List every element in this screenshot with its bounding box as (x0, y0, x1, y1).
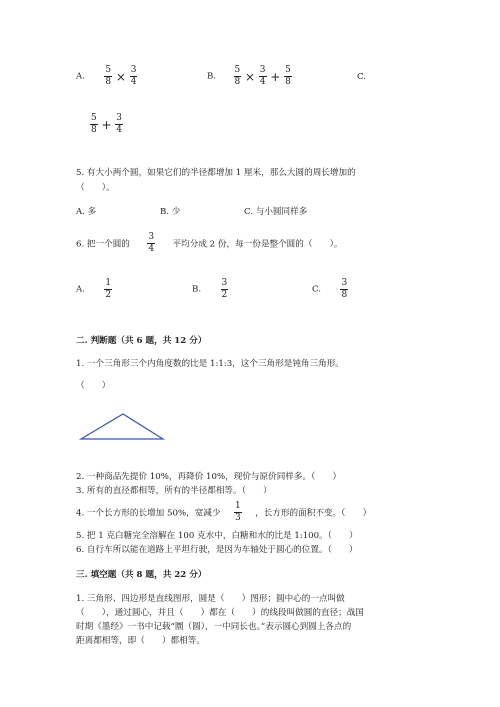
fraction: $\frac{3}{4}$ (116, 113, 122, 135)
fraction: $\frac{5}{8}$ (105, 65, 112, 87)
judge-q1: 1. 一个三角形三个内角度数的比是 1:1:3，这个三角形是钝角三角形。 (76, 359, 344, 369)
judge-q4-prefix: 4. 一个长方形的长增加 50%，宽减少 (76, 508, 221, 519)
q6-option-a (76, 279, 112, 300)
fraction: $\frac{5}{8}$ (91, 113, 97, 135)
operator: + (101, 117, 112, 132)
q5-option-c: C. 与小圆同样多 (244, 207, 308, 217)
q5-option-a: A. 多 (76, 207, 97, 217)
q4-option-c-label: C. (357, 72, 367, 82)
fraction: $\frac{1}{3}$ (234, 501, 241, 523)
judge-q3: 3. 所有的直径都相等，所有的半径都相等。（ ） (76, 486, 272, 496)
obtuse-triangle (81, 414, 163, 439)
fraction: $\frac{1}{2}$ (105, 278, 112, 300)
section3-title: 三. 填空题（共 8 题，共 22 分） (76, 570, 207, 580)
fraction: $\frac{3}{4}$ (148, 232, 155, 254)
judge-q4 (76, 502, 371, 523)
q5-question-line2: （ ）。 (76, 183, 115, 193)
judge-q5: 5. 把 1 克白糖完全溶解在 100 克水中，白糖和水的比是 1:100。（ ） (76, 531, 358, 541)
judge-q6: 6. 自行车所以能在道路上平坦行驶，是因为车轴处于圆心的位置。（ ） (76, 545, 358, 555)
fraction: $\frac{3}{2}$ (221, 278, 228, 300)
fraction: $\frac{5}{8}$ (285, 65, 291, 87)
fill-q1-line2: （ ），通过圆心，并且（ ）都在（ ）的线段叫做圆的直径；战国 (76, 608, 364, 618)
q5-question-line1: 5. 有大小两个圆，如果它们的半径都增加 1 厘米，那么大圆的周长增加的 (76, 168, 356, 178)
fraction: $\frac{3}{4}$ (259, 65, 266, 87)
judge-q4-suffix: ，长方形的面积不变。（ ） (255, 508, 372, 519)
judge-q1-blank: （ ） (76, 381, 111, 391)
operator: × (115, 69, 126, 84)
q6-prefix: 6. 把一个圆的 (76, 239, 130, 250)
q4-option-c (90, 114, 123, 135)
fraction: $\frac{5}{8}$ (234, 65, 241, 87)
fraction: $\frac{3}{8}$ (341, 278, 348, 300)
fraction: $\frac{3}{4}$ (130, 65, 137, 87)
section2-title: 二. 判断题（共 6 题，共 12 分） (76, 336, 207, 346)
operator: + (270, 69, 281, 84)
triangle-figure (78, 410, 168, 442)
fill-q1-line1: 1. 三角形、四边形是直线图形，圆是（ ）图形；圆中心的一点叫做 (76, 594, 345, 604)
q5-option-b: B. 少 (160, 207, 181, 217)
q6-option-c (312, 279, 348, 300)
option-label: B. (192, 284, 202, 295)
q6-suffix: 平均分成 2 份，每一份是整个圆的（ ）。 (172, 239, 343, 250)
q6-question (76, 233, 343, 254)
judge-q2: 2. 一种商品先提价 10%，再降价 10%，现价与原价同样多。（ ） (76, 472, 342, 482)
option-label: C. (312, 284, 322, 295)
q4-option-b (207, 66, 292, 87)
operator: × (245, 69, 256, 84)
fill-q1-line4: 距离都相等，即（ ）都相等。 (76, 636, 205, 646)
q6-option-b (192, 279, 228, 300)
option-label: A. (76, 71, 85, 82)
option-label: A. (76, 284, 85, 295)
fill-q1-line3: 时期《墨经》一书中记载“圜（圆），一中同长也。”表示圆心到圆上各点的 (76, 622, 352, 632)
q4-option-a (76, 66, 137, 87)
option-label: B. (207, 71, 217, 82)
